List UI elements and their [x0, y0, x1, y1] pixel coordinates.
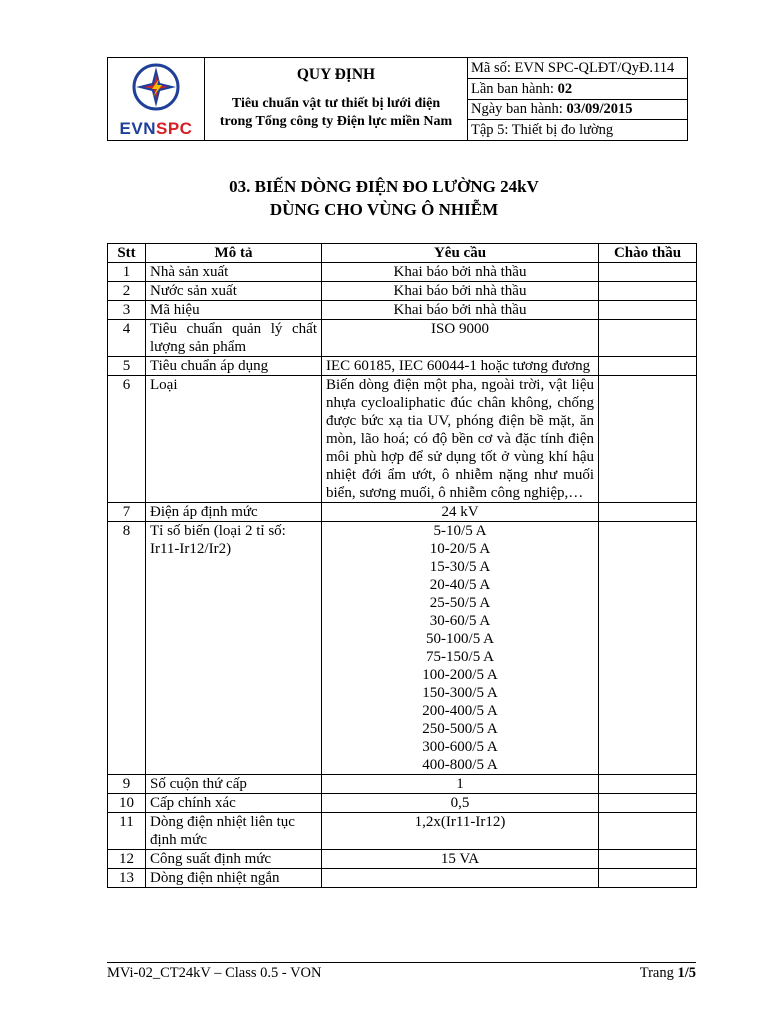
spec-table: [107, 243, 697, 888]
row-desc: Nước sản xuất: [146, 282, 322, 301]
row-stt: 10: [108, 794, 146, 813]
ratio-item: 200-400/5 A: [422, 703, 498, 719]
row-desc: Công suất định mức: [146, 850, 322, 869]
table-header-row: [108, 244, 697, 263]
row-desc: Số cuộn thứ cấp: [146, 775, 322, 794]
ratio-item: 150-300/5 A: [422, 685, 498, 701]
evnspc-logo-icon: [116, 61, 196, 117]
ratio-item: 100-200/5 A: [422, 667, 498, 683]
row-desc: Cấp chính xác: [146, 794, 322, 813]
row-stt: 3: [108, 301, 146, 320]
row-stt: 8: [108, 522, 146, 775]
section-title-line1: 03. BIẾN DÒNG ĐIỆN ĐO LƯỜNG 24kV: [229, 177, 539, 196]
row-stt: 6: [108, 376, 146, 503]
header-req: Yêu cầu: [322, 244, 599, 263]
table-row: [108, 503, 697, 522]
ratio-item: 300-600/5 A: [422, 739, 498, 755]
row-stt: 5: [108, 357, 146, 376]
table-row: [108, 813, 697, 850]
ratio-item: 20-40/5 A: [429, 577, 491, 593]
row-desc: Tỉ số biến (loại 2 tỉ số: Ir11-Ir12/Ir2): [146, 522, 322, 775]
row-req: 15 VA: [322, 850, 599, 869]
row-stt: 2: [108, 282, 146, 301]
row-offer: [599, 282, 697, 301]
row-req: Biến dòng điện một pha, ngoài trời, vật liệu nhựa cycloaliphatic đúc chân không, chống được bức xạ tia UV, phóng điện bề mặt, ăn mòn, lão hoá; có độ bền cơ và đặc tính điện môi phù hợp để sử dụng tốt ở vùng khí hậu nhiệt đới ẩm ướt, ô nhiễm nặng như muối biển, sương muối, ô nhiễm công nghiệp,…: [322, 376, 599, 503]
table-row: [108, 869, 697, 888]
row-offer: [599, 850, 697, 869]
row-offer: [599, 263, 697, 282]
row-offer: [599, 869, 697, 888]
ratio-item: 75-150/5 A: [426, 649, 494, 665]
doc-type: QUY ĐỊNH: [296, 66, 376, 83]
ratio-item: 250-500/5 A: [422, 721, 498, 737]
ratio-item: 400-800/5 A: [422, 757, 498, 773]
row-req: Khai báo bởi nhà thầu: [322, 282, 599, 301]
section-title-line2: DÙNG CHO VÙNG Ô NHIỄM: [269, 200, 499, 219]
row-desc: Tiêu chuẩn quản lý chất lượng sản phẩm: [146, 320, 322, 357]
table-row: [108, 282, 697, 301]
row-desc: Loại: [146, 376, 322, 503]
logo-wordmark: [108, 121, 204, 137]
row-offer: [599, 503, 697, 522]
edition-value: 02: [557, 80, 573, 97]
row-stt: 9: [108, 775, 146, 794]
row-desc: Dòng điện nhiệt liên tục định mức: [146, 813, 322, 850]
document-header: [107, 57, 688, 141]
row-offer: [599, 357, 697, 376]
row-req: Khai báo bởi nhà thầu: [322, 263, 599, 282]
ratio-item: 50-100/5 A: [426, 631, 494, 647]
table-row: [108, 775, 697, 794]
row-offer: [599, 794, 697, 813]
ratio-item: 15-30/5 A: [429, 559, 491, 575]
table-row: [108, 357, 697, 376]
row-offer: [599, 320, 697, 357]
header-offer: Chào thầu: [599, 244, 697, 263]
row-offer: [599, 522, 697, 775]
footer-page: [640, 965, 696, 982]
page-label: Trang: [639, 965, 678, 981]
page-number: 1/5: [677, 965, 696, 981]
ratio-item: 10-20/5 A: [429, 541, 491, 557]
row-stt: 7: [108, 503, 146, 522]
logo-evn: EVN: [119, 119, 156, 138]
footer-divider: [107, 962, 696, 963]
ratio-item: 30-60/5 A: [429, 613, 491, 629]
row-req: IEC 60185, IEC 60044-1 hoặc tương đương: [322, 357, 599, 376]
header-title-cell: [205, 58, 468, 141]
doc-code: Mã số: EVN SPC-QLĐT/QyĐ.114: [468, 58, 688, 79]
logo-spc: SPC: [156, 119, 193, 138]
table-row: [108, 263, 697, 282]
doc-edition: [468, 78, 688, 99]
ratio-item: 25-50/5 A: [429, 595, 491, 611]
row-offer: [599, 813, 697, 850]
table-row: [108, 850, 697, 869]
row-stt: 12: [108, 850, 146, 869]
row-desc: Nhà sản xuất: [146, 263, 322, 282]
row-req: Khai báo bởi nhà thầu: [322, 301, 599, 320]
row-req: 1,2x(Ir11-Ir12): [322, 813, 599, 850]
row-desc: Điện áp định mức: [146, 503, 322, 522]
footer-doc-code: MVi-02_CT24kV – Class 0.5 - VON: [107, 965, 322, 981]
row-offer: [599, 301, 697, 320]
row-req: 0,5: [322, 794, 599, 813]
row-offer: [599, 376, 697, 503]
date-label: Ngày ban hành:: [471, 101, 567, 118]
row-desc: Dòng điện nhiệt ngắn: [146, 869, 322, 888]
row-stt: 11: [108, 813, 146, 850]
row-req: ISO 9000: [322, 320, 599, 357]
table-row: [108, 376, 697, 503]
doc-subtitle-2: trong Tổng công ty Điện lực miền Nam: [219, 114, 453, 129]
table-row: [108, 794, 697, 813]
table-row: [108, 320, 697, 357]
row-stt: 4: [108, 320, 146, 357]
ratio-list: [322, 522, 599, 775]
doc-subtitle-1: Tiêu chuẩn vật tư thiết bị lưới điện: [231, 96, 441, 111]
row-req: 24 kV: [322, 503, 599, 522]
table-row: [108, 522, 697, 775]
doc-volume: Tập 5: Thiết bị đo lường: [468, 120, 688, 141]
doc-date: [468, 99, 688, 120]
ratio-item: 5-10/5 A: [433, 523, 487, 539]
row-offer: [599, 775, 697, 794]
date-value: 03/09/2015: [566, 101, 633, 118]
header-desc: Mô tả: [146, 244, 322, 263]
row-req: [322, 869, 599, 888]
logo-cell: [108, 58, 205, 141]
table-row: [108, 301, 697, 320]
row-req: 1: [322, 775, 599, 794]
row-stt: 1: [108, 263, 146, 282]
row-stt: 13: [108, 869, 146, 888]
row-desc: Tiêu chuẩn áp dụng: [146, 357, 322, 376]
header-stt: Stt: [108, 244, 146, 263]
edition-label: Lần ban hành:: [471, 80, 558, 97]
row-desc: Mã hiệu: [146, 301, 322, 320]
